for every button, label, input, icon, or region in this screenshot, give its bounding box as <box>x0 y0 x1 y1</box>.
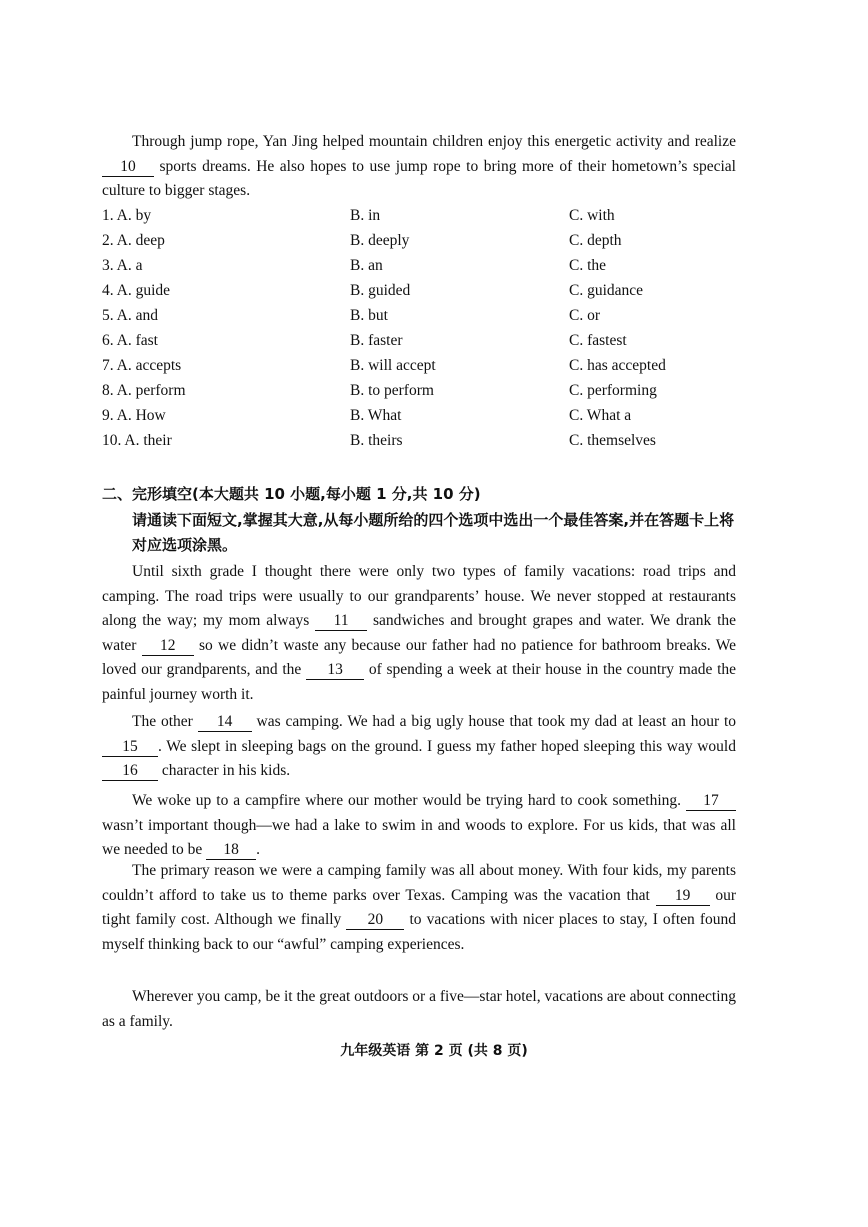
passage-text: . We slept in sleeping bags on the ground. I guess my father hoped sleeping this way would <box>158 737 736 755</box>
option-c: C. has accepted <box>569 357 666 374</box>
passage1-text: Through jump rope, Yan Jing helped mountain children enjoy this energetic activity and realize <box>132 133 736 150</box>
passage2-paragraph-4 <box>102 859 736 957</box>
option-row-3 <box>102 257 742 282</box>
passage-text: . <box>256 841 261 858</box>
passage-text: character in his kids. <box>161 762 291 779</box>
option-c: C. themselves <box>569 432 656 449</box>
blank-13: 13 <box>306 661 364 680</box>
option-c: C. guidance <box>569 282 644 299</box>
option-a: 4. A. guide <box>102 282 171 299</box>
passage-text: of spending a week at their house in the country made the painful journey worth it. <box>102 661 737 703</box>
blank-20: 20 <box>346 911 404 930</box>
option-row-5 <box>102 307 742 332</box>
option-a: 8. A. perform <box>102 382 186 399</box>
passage1-paragraph <box>102 130 736 204</box>
passage-text: our tight family cost. Although we finally <box>102 886 737 928</box>
option-row-10 <box>102 432 742 457</box>
option-b: B. but <box>350 307 388 324</box>
blank-16: 16 <box>102 762 158 781</box>
passage2-paragraph-5: Wherever you camp, be it the great outdoors or a five—star hotel, vacations are about connecting as a family. <box>102 988 736 1030</box>
options-table <box>102 207 742 457</box>
option-row-6 <box>102 332 742 357</box>
blank-12: 12 <box>142 637 194 656</box>
option-c: C. fastest <box>569 332 627 349</box>
section-instruction: 请通读下面短文,掌握其大意,从每小题所给的四个选项中选出一个最佳答案,并在答题卡上将对应选项涂黑。 <box>132 511 735 554</box>
option-c: C. performing <box>569 382 657 399</box>
option-row-8 <box>102 382 742 407</box>
option-a: 5. A. and <box>102 307 158 324</box>
option-c: C. the <box>569 257 607 274</box>
option-row-4 <box>102 282 742 307</box>
blank-14: 14 <box>198 713 252 732</box>
option-row-1 <box>102 207 742 232</box>
passage-text: The other <box>132 713 193 730</box>
option-c: C. depth <box>569 232 622 249</box>
section-title: 二、完形填空(本大题共 10 小题,每小题 1 分,共 10 分) <box>102 485 481 503</box>
option-b: B. faster <box>350 332 403 349</box>
blank-17: 17 <box>686 792 736 811</box>
option-a: 6. A. fast <box>102 332 158 349</box>
option-a: 10. A. their <box>102 432 172 449</box>
page-footer: 九年级英语 第 2 页 (共 8 页) <box>340 1043 528 1059</box>
blank-18: 18 <box>206 841 256 860</box>
passage-text: to vacations with nicer places to stay, I often found myself thinking back to our “awful” camping experiences. <box>102 911 737 953</box>
option-c: C. or <box>569 307 600 324</box>
option-b: B. an <box>350 257 383 274</box>
option-a: 1. A. by <box>102 207 152 224</box>
option-a: 7. A. accepts <box>102 357 182 374</box>
passage-text: wasn’t important though—we had a lake to swim in and woods to explore. For us kids, that was all we needed to be <box>102 816 736 858</box>
passage1-text: sports dreams. He also hopes to use jump rope to bring more of their hometown’s special culture to bigger stages. <box>102 157 736 199</box>
option-b: B. theirs <box>350 432 403 449</box>
passage-text: Until sixth grade I thought there were only two types of family vacations: road trips and camping. The road trips were usually to our grandparents’ house. We never stopped at restaurants along the way; my mom always <box>102 563 736 629</box>
passage2-paragraph-2 <box>102 710 736 784</box>
option-row-7 <box>102 357 742 382</box>
option-b: B. What <box>350 407 402 424</box>
blank-10: 10 <box>102 158 154 177</box>
option-b: B. to perform <box>350 382 434 399</box>
passage-text: We woke up to a campfire where our mother would be trying hard to cook something. <box>132 792 682 809</box>
passage2-paragraph-3 <box>102 789 736 863</box>
option-b: B. will accept <box>350 357 436 374</box>
blank-19: 19 <box>656 887 710 906</box>
passage-text: so we didn’t waste any because our father had no patience for bathroom breaks. We loved our grandparents, and the <box>102 636 737 678</box>
option-c: C. What a <box>569 407 632 424</box>
passage-text: was camping. We had a big ugly house that took my dad at least an hour to <box>256 713 737 730</box>
option-a: 2. A. deep <box>102 232 165 249</box>
option-a: 9. A. How <box>102 407 166 424</box>
option-a: 3. A. a <box>102 257 143 274</box>
option-row-2 <box>102 232 742 257</box>
blank-11: 11 <box>315 612 367 631</box>
passage-text: sandwiches and brought grapes and water. We drank the water <box>102 612 737 654</box>
option-row-9 <box>102 407 742 432</box>
blank-15: 15 <box>102 738 158 757</box>
option-c: C. with <box>569 207 615 224</box>
option-b: B. deeply <box>350 232 410 249</box>
passage-text: The primary reason we were a camping family was all about money. With four kids, my parents couldn’t afford to take us to theme parks over Texas. Camping was the vacation that <box>102 862 736 904</box>
passage2-paragraph-1 <box>102 560 736 707</box>
option-b: B. guided <box>350 282 411 299</box>
option-b: B. in <box>350 207 381 224</box>
